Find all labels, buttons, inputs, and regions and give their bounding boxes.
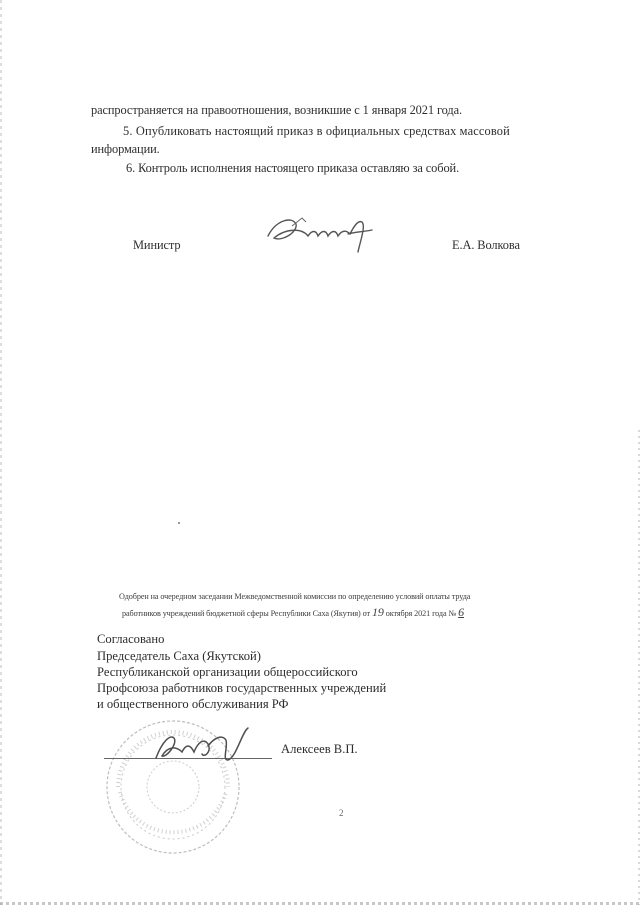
scan-edge-left xyxy=(0,0,2,905)
agreement-line-5: и общественного обслуживания РФ xyxy=(97,697,289,711)
union-signature-icon xyxy=(152,724,262,768)
scan-speck xyxy=(178,522,180,524)
agreement-heading: Согласовано xyxy=(97,632,165,646)
agreement-line-2: Председатель Саха (Якутской) xyxy=(97,649,261,663)
body-line-2: 5. Опубликовать настоящий приказ в официальных средствах массовой xyxy=(123,124,510,138)
body-line-3: информации. xyxy=(91,142,160,156)
signer-name: Е.А. Волкова xyxy=(452,238,520,252)
minister-signature-icon xyxy=(262,212,380,258)
body-line-1: распространяется на правоотношения, возникшие с 1 января 2021 года. xyxy=(91,103,462,117)
union-signatory-name: Алексеев В.П. xyxy=(281,742,358,756)
signer-position: Министр xyxy=(133,238,181,252)
approval-number: 6 xyxy=(458,605,465,619)
page-number: 2 xyxy=(339,808,344,818)
agreement-line-3: Республиканской организации общероссийского xyxy=(97,665,358,679)
approval-note-line-2 xyxy=(122,605,464,620)
approval-note-line-1: Одобрен на очередном заседании Межведомственной комиссии по определению условий оплаты труда xyxy=(119,592,471,601)
approval-date-day: 19 xyxy=(371,605,384,619)
body-line-4: 6. Контроль исполнения настоящего приказа оставляю за собой. xyxy=(126,161,460,175)
approval-note-tail: октября 2021 года № xyxy=(385,609,457,618)
agreement-line-4: Профсоюза работников государственных учреждений xyxy=(97,681,387,695)
approval-note-text: работников учреждений бюджетной сферы Республики Саха (Якутия) от xyxy=(122,609,370,618)
